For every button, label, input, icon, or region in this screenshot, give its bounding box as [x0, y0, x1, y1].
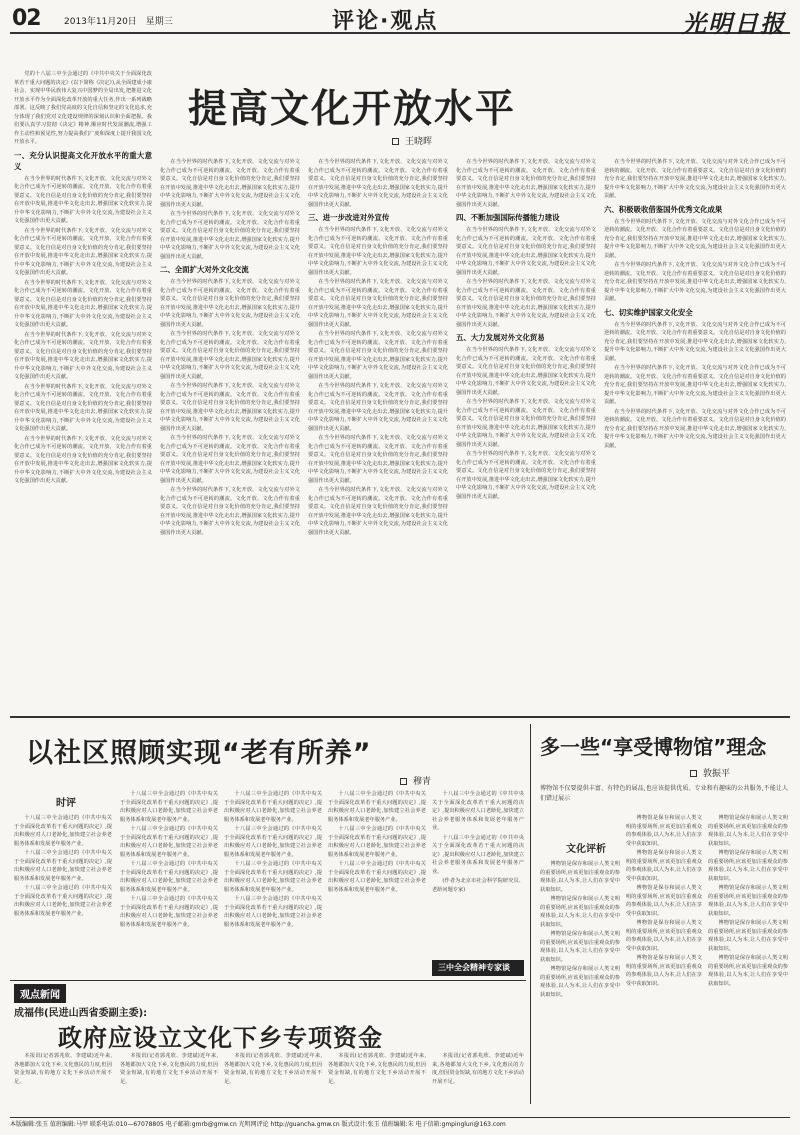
- masthead: [10, 4, 790, 38]
- column-divider: [530, 724, 531, 1104]
- newspaper-logo: 光明日报: [682, 9, 786, 38]
- article3-kicker: 文化评析: [566, 844, 606, 855]
- article2-title: 以社区照顾实现“老有所养”: [26, 738, 372, 769]
- article2-author: 穆青: [400, 774, 431, 787]
- main-article-col5: 在当今世界的时代条件下,文化开放、文化交流与对外文化合作已成为不可逆转的潮流。文化开放、文化合作有着重要意义。文化自信是对自身文化价值的充分肯定,我们要坚持在开放中发展,推进中华文化走出去,增强国家文化软实力,提升中华文化影响力,不断扩大中外文化交流,为建设社会主义文化强国作出更大贡献。 六、积极吸收借鉴国外优秀文化成果 在当今世界的时代条件下,文化开放、文化交流与对外文化合作已成为不可逆转的潮流。文化开放、文化合作有着重要意义。文化自信是对自身文化价值的充分肯定,我们要坚持在开放中发展,推进中华文化走出去,增强国家文化软实力,提升中华文化影响力,不断扩大中外文化交流,为建设社会主义文化强国作出更大贡献。 在当今世界的时代条件下,文化开放、文化交流与对外文化合作已成为不可逆转的潮流。文化开放、文化合作有着重要意义。文化自信是对自身文化价值的充分肯定,我们要坚持在开放中发展,推进中华文化走出去,增强国家文化软实力,提升中华文化影响力,不断扩大中外文化交流,为建设社会主义文化强国作出更大贡献。 七、切实维护国家文化安全 在当今世界的时代条件下,文化开放、文化交流与对外文化合作已成为不可逆转的潮流。文化开放、文化合作有着重要意义。文化自信是对自身文化价值的充分肯定,我们要坚持在开放中发展,推进中华文化走出去,增强国家文化软实力,提升中华文化影响力,不断扩大中外文化交流,为建设社会主义文化强国作出更大贡献。 在当今世界的时代条件下,文化开放、文化交流与对外文化合作已成为不可逆转的潮流。文化开放、文化合作有着重要意义。文化自信是对自身文化价值的充分肯定,我们要坚持在开放中发展,推进中华文化走出去,增强国家文化软实力,提升中华文化影响力,不断扩大中外文化交流,为建设社会主义文化强国作出更大贡献。 在当今世界的时代条件下,文化开放、文化交流与对外文化合作已成为不可逆转的潮流。文化开放、文化合作有着重要意义。文化自信是对自身文化价值的充分肯定,我们要坚持在开放中发展,推进中华文化走出去,增强国家文化软实力,提升中华文化影响力,不断扩大中外文化交流,为建设社会主义文化强国作出更大贡献。: [604, 159, 786, 449]
- article4-col1: 本报讯(记者郭兆欣、李建斌)近年来,各地都加大文化下乡,文化惠民的力度,但因资金短缺,有的地方文化下乡活动开展不足。: [14, 1053, 112, 1085]
- issue-date: 2013年11月20日 星期三: [64, 17, 173, 27]
- main-article-col4: 在当今世界的时代条件下,文化开放、文化交流与对外文化合作已成为不可逆转的潮流。文化开放、文化合作有着重要意义。文化自信是对自身文化价值的充分肯定,我们要坚持在开放中发展,推进中华文化走出去,增强国家文化软实力,提升中华文化影响力,不断扩大中外文化交流,为建设社会主义文化强国作出更大贡献。 四、不断加强国际传播能力建设 在当今世界的时代条件下,文化开放、文化交流与对外文化合作已成为不可逆转的潮流。文化开放、文化合作有着重要意义。文化自信是对自身文化价值的充分肯定,我们要坚持在开放中发展,推进中华文化走出去,增强国家文化软实力,提升中华文化影响力,不断扩大中外文化交流,为建设社会主义文化强国作出更大贡献。 在当今世界的时代条件下,文化开放、文化交流与对外文化合作已成为不可逆转的潮流。文化开放、文化合作有着重要意义。文化自信是对自身文化价值的充分肯定,我们要坚持在开放中发展,推进中华文化走出去,增强国家文化软实力,提升中华文化影响力,不断扩大中外文化交流,为建设社会主义文化强国作出更大贡献。 五、大力发展对外文化贸易 在当今世界的时代条件下,文化开放、文化交流与对外文化合作已成为不可逆转的潮流。文化开放、文化合作有着重要意义。文化自信是对自身文化价值的充分肯定,我们要坚持在开放中发展,推进中华文化走出去,增强国家文化软实力,提升中华文化影响力,不断扩大中外文化交流,为建设社会主义文化强国作出更大贡献。 在当今世界的时代条件下,文化开放、文化交流与对外文化合作已成为不可逆转的潮流。文化开放、文化合作有着重要意义。文化自信是对自身文化价值的充分肯定,我们要坚持在开放中发展,推进中华文化走出去,增强国家文化软实力,提升中华文化影响力,不断扩大中外文化交流,为建设社会主义文化强国作出更大贡献。 在当今世界的时代条件下,文化开放、文化交流与对外文化合作已成为不可逆转的潮流。文化开放、文化合作有着重要意义。文化自信是对自身文化价值的充分肯定,我们要坚持在开放中发展,推进中华文化走出去,增强国家文化软实力,提升中华文化影响力,不断扩大中外文化交流,为建设社会主义文化强国作出更大贡献。: [456, 159, 596, 500]
- page-number: 02: [12, 6, 41, 31]
- main-article-title: 提高文化开放水平: [188, 87, 517, 132]
- article2-col4: 十八届三中全会通过的《中共中央关于全面深化改革若干重大问题的决定》,提出积极应对人口老龄化,加快建立社会养老服务体系和发展老年服务产业。 十八届三中全会通过的《中共中央关于全面深化改革若干重大问题的决定》,提出积极应对人口老龄化,加快建立社会养老服务体系和发展老年服务产业。 十八届三中全会通过的《中共中央关于全面深化改革若干重大问题的决定》,提出积极应对人口老龄化,加快建立社会养老服务体系和发展老年服务产业。: [328, 791, 426, 893]
- section-divider: [10, 716, 790, 718]
- article3-lead: 博物馆不仅要提供丰富、有特色的展品,也应该提供优质、专业和有趣味的公共服务,不能让人们错过展示: [540, 785, 788, 802]
- section-title: 评论·观点: [332, 9, 439, 34]
- article4-title: 政府应设立文化下乡专项资金: [58, 1024, 383, 1052]
- page-footer: 本版编辑:张玉 值班编辑:马甲 联系电话:010—67078805 电子邮箱:gmrb@gmw.cn 光明网评论 http://guancha.gmw.cn 版式设计:张玉 值班编辑:朱 电子信箱:gmpinglun@163.com: [10, 1117, 790, 1131]
- main-article-col3: 在当今世界的时代条件下,文化开放、文化交流与对外文化合作已成为不可逆转的潮流。文化开放、文化合作有着重要意义。文化自信是对自身文化价值的充分肯定,我们要坚持在开放中发展,推进中华文化走出去,增强国家文化软实力,提升中华文化影响力,不断扩大中外文化交流,为建设社会主义文化强国作出更大贡献。 三、进一步改进对外宣传 在当今世界的时代条件下,文化开放、文化交流与对外文化合作已成为不可逆转的潮流。文化开放、文化合作有着重要意义。文化自信是对自身文化价值的充分肯定,我们要坚持在开放中发展,推进中华文化走出去,增强国家文化软实力,提升中华文化影响力,不断扩大中外文化交流,为建设社会主义文化强国作出更大贡献。 在当今世界的时代条件下,文化开放、文化交流与对外文化合作已成为不可逆转的潮流。文化开放、文化合作有着重要意义。文化自信是对自身文化价值的充分肯定,我们要坚持在开放中发展,推进中华文化走出去,增强国家文化软实力,提升中华文化影响力,不断扩大中外文化交流,为建设社会主义文化强国作出更大贡献。 在当今世界的时代条件下,文化开放、文化交流与对外文化合作已成为不可逆转的潮流。文化开放、文化合作有着重要意义。文化自信是对自身文化价值的充分肯定,我们要坚持在开放中发展,推进中华文化走出去,增强国家文化软实力,提升中华文化影响力,不断扩大中外文化交流,为建设社会主义文化强国作出更大贡献。 在当今世界的时代条件下,文化开放、文化交流与对外文化合作已成为不可逆转的潮流。文化开放、文化合作有着重要意义。文化自信是对自身文化价值的充分肯定,我们要坚持在开放中发展,推进中华文化走出去,增强国家文化软实力,提升中华文化影响力,不断扩大中外文化交流,为建设社会主义文化强国作出更大贡献。 在当今世界的时代条件下,文化开放、文化交流与对外文化合作已成为不可逆转的潮流。文化开放、文化合作有着重要意义。文化自信是对自身文化价值的充分肯定,我们要坚持在开放中发展,推进中华文化走出去,增强国家文化软实力,提升中华文化影响力,不断扩大中外文化交流,为建设社会主义文化强国作出更大贡献。 在当今世界的时代条件下,文化开放、文化交流与对外文化合作已成为不可逆转的潮流。文化开放、文化合作有着重要意义。文化自信是对自身文化价值的充分肯定,我们要坚持在开放中发展,推进中华文化走出去,增强国家文化软实力,提升中华文化影响力,不断扩大中外文化交流,为建设社会主义文化强国作出更大贡献。: [308, 159, 448, 536]
- article3-col3: 博物馆是保存和展示人类文明的重要场所,应该更加注重观众的参观体验,以人为本,让人们在享受中获取知识。 博物馆是保存和展示人类文明的重要场所,应该更加注重观众的参观体验,以人为本,让人们在享受中获取知识。 博物馆是保存和展示人类文明的重要场所,应该更加注重观众的参观体验,以人为本,让人们在享受中获取知识。 博物馆是保存和展示人类文明的重要场所,应该更加注重观众的参观体验,以人为本,让人们在享受中获取知识。 博物馆是保存和展示人类文明的重要场所,应该更加注重观众的参观体验,以人为本,让人们在享受中获取知识。: [708, 815, 788, 987]
- article2-kicker: 时评: [56, 798, 76, 809]
- article4-col4: 本报讯(记者郭兆欣、李建斌)近年来,各地都加大文化下乡,文化惠民的力度,但因资金短缺,有的地方文化下乡活动开展不足。: [328, 1053, 426, 1085]
- main-article-col1: 党的十八届三中全会通过的《中共中央关于全面深化改革若干重大问题的决定》(以下简称《决定》),从全面建成小康社会、实现中华民族伟大复兴中国梦的全局出发,把推进文化开放水平作为全面深化改革开放的重大任务,作出一系列战略部署。这反映了我们党高度的文化自信和坚定的文化追求,充分体现了我们党对文化建设规律的深刻认识和全面把握。我们要认真学习贯彻《决定》精神,顺应时代发展潮流,增强工作主动性和预见性,努力提高我们广度和深度上提升我国文化开放水平。 一、充分认识提高文化开放水平的重大意义 在当今世界的时代条件下,文化开放、文化交流与对外文化合作已成为不可逆转的潮流。文化开放、文化合作有着重要意义。文化自信是对自身文化价值的充分肯定,我们要坚持在开放中发展,推进中华文化走出去,增强国家文化软实力,提升中华文化影响力,不断扩大中外文化交流,为建设社会主义文化强国作出更大贡献。 在当今世界的时代条件下,文化开放、文化交流与对外文化合作已成为不可逆转的潮流。文化开放、文化合作有着重要意义。文化自信是对自身文化价值的充分肯定,我们要坚持在开放中发展,推进中华文化走出去,增强国家文化软实力,提升中华文化影响力,不断扩大中外文化交流,为建设社会主义文化强国作出更大贡献。 在当今世界的时代条件下,文化开放、文化交流与对外文化合作已成为不可逆转的潮流。文化开放、文化合作有着重要意义。文化自信是对自身文化价值的充分肯定,我们要坚持在开放中发展,推进中华文化走出去,增强国家文化软实力,提升中华文化影响力,不断扩大中外文化交流,为建设社会主义文化强国作出更大贡献。 在当今世界的时代条件下,文化开放、文化交流与对外文化合作已成为不可逆转的潮流。文化开放、文化合作有着重要意义。文化自信是对自身文化价值的充分肯定,我们要坚持在开放中发展,推进中华文化走出去,增强国家文化软实力,提升中华文化影响力,不断扩大中外文化交流,为建设社会主义文化强国作出更大贡献。 在当今世界的时代条件下,文化开放、文化交流与对外文化合作已成为不可逆转的潮流。文化开放、文化合作有着重要意义。文化自信是对自身文化价值的充分肯定,我们要坚持在开放中发展,推进中华文化走出去,增强国家文化软实力,提升中华文化影响力,不断扩大中外文化交流,为建设社会主义文化强国作出更大贡献。 在当今世界的时代条件下,文化开放、文化交流与对外文化合作已成为不可逆转的潮流。文化开放、文化合作有着重要意义。文化自信是对自身文化价值的充分肯定,我们要坚持在开放中发展,推进中华文化走出去,增强国家文化软实力,提升中华文化影响力,不断扩大中外文化交流,为建设社会主义文化强国作出更大贡献。: [14, 71, 152, 484]
- promo-banner: 三中全会精神专家谈: [432, 960, 524, 976]
- article3-title: 多一些“享受博物馆”理念: [540, 735, 767, 759]
- article4-author-line: 成福伟(民进山西省委副主委):: [14, 1008, 148, 1019]
- main-article-author: 王晓晖: [392, 134, 432, 147]
- section-divider-2: [10, 980, 526, 981]
- article2-col1: 十八届三中全会通过的《中共中央关于全面深化改革若干重大问题的决定》,提出积极应对人口老龄化,加快建立社会养老服务体系和发展老年服务产业。 十八届三中全会通过的《中共中央关于全面深化改革若干重大问题的决定》,提出积极应对人口老龄化,加快建立社会养老服务体系和发展老年服务产业。 十八届三中全会通过的《中共中央关于全面深化改革若干重大问题的决定》,提出积极应对人口老龄化,加快建立社会养老服务体系和发展老年服务产业。: [14, 815, 112, 917]
- article2-col3: 十八届三中全会通过的《中共中央关于全面深化改革若干重大问题的决定》,提出积极应对人口老龄化,加快建立社会养老服务体系和发展老年服务产业。 十八届三中全会通过的《中共中央关于全面深化改革若干重大问题的决定》,提出积极应对人口老龄化,加快建立社会养老服务体系和发展老年服务产业。 十八届三中全会通过的《中共中央关于全面深化改革若干重大问题的决定》,提出积极应对人口老龄化,加快建立社会养老服务体系和发展老年服务产业。 十八届三中全会通过的《中共中央关于全面深化改革若干重大问题的决定》,提出积极应对人口老龄化,加快建立社会养老服务体系和发展老年服务产业。: [224, 791, 322, 928]
- article2-col2: 十八届三中全会通过的《中共中央关于全面深化改革若干重大问题的决定》,提出积极应对人口老龄化,加快建立社会养老服务体系和发展老年服务产业。 十八届三中全会通过的《中共中央关于全面深化改革若干重大问题的决定》,提出积极应对人口老龄化,加快建立社会养老服务体系和发展老年服务产业。 十八届三中全会通过的《中共中央关于全面深化改革若干重大问题的决定》,提出积极应对人口老龄化,加快建立社会养老服务体系和发展老年服务产业。 十八届三中全会通过的《中共中央关于全面深化改革若干重大问题的决定》,提出积极应对人口老龄化,加快建立社会养老服务体系和发展老年服务产业。: [120, 791, 218, 928]
- article3-author: 敦振平: [690, 766, 730, 779]
- article4-col5: 本报讯(记者郭兆欣、李建斌)近年来,各地都加大文化下乡,文化惠民的力度,但因资金短缺,有的地方文化下乡活动开展不足。: [432, 1053, 524, 1085]
- news-kicker: 观点新闻: [14, 984, 66, 1003]
- article3-col2: 博物馆是保存和展示人类文明的重要场所,应该更加注重观众的参观体验,以人为本,让人们在享受中获取知识。 博物馆是保存和展示人类文明的重要场所,应该更加注重观众的参观体验,以人为本,让人们在享受中获取知识。 博物馆是保存和展示人类文明的重要场所,应该更加注重观众的参观体验,以人为本,让人们在享受中获取知识。 博物馆是保存和展示人类文明的重要场所,应该更加注重观众的参观体验,以人为本,让人们在享受中获取知识。 博物馆是保存和展示人类文明的重要场所,应该更加注重观众的参观体验,以人为本,让人们在享受中获取知识。: [626, 815, 702, 987]
- article2-col5: 十八届三中全会通过的《中共中央关于全面深化改革若干重大问题的决定》,提出积极应对人口老龄化,加快建立社会养老服务体系和发展老年服务产业。 十八届三中全会通过的《中共中央关于全面深化改革若干重大问题的决定》,提出积极应对人口老龄化,加快建立社会养老服务体系和发展老年服务产业。 (作者为北京市社会科学院研究员、老龄问题专家): [432, 791, 524, 893]
- article4-col3: 本报讯(记者郭兆欣、李建斌)近年来,各地都加大文化下乡,文化惠民的力度,但因资金短缺,有的地方文化下乡活动开展不足。: [224, 1053, 322, 1085]
- article4-col2: 本报讯(记者郭兆欣、李建斌)近年来,各地都加大文化下乡,文化惠民的力度,但因资金短缺,有的地方文化下乡活动开展不足。: [120, 1053, 218, 1085]
- main-article-col2: 在当今世界的时代条件下,文化开放、文化交流与对外文化合作已成为不可逆转的潮流。文化开放、文化合作有着重要意义。文化自信是对自身文化价值的充分肯定,我们要坚持在开放中发展,推进中华文化走出去,增强国家文化软实力,提升中华文化影响力,不断扩大中外文化交流,为建设社会主义文化强国作出更大贡献。 在当今世界的时代条件下,文化开放、文化交流与对外文化合作已成为不可逆转的潮流。文化开放、文化合作有着重要意义。文化自信是对自身文化价值的充分肯定,我们要坚持在开放中发展,推进中华文化走出去,增强国家文化软实力,提升中华文化影响力,不断扩大中外文化交流,为建设社会主义文化强国作出更大贡献。 二、全面扩大对外文化交流 在当今世界的时代条件下,文化开放、文化交流与对外文化合作已成为不可逆转的潮流。文化开放、文化合作有着重要意义。文化自信是对自身文化价值的充分肯定,我们要坚持在开放中发展,推进中华文化走出去,增强国家文化软实力,提升中华文化影响力,不断扩大中外文化交流,为建设社会主义文化强国作出更大贡献。 在当今世界的时代条件下,文化开放、文化交流与对外文化合作已成为不可逆转的潮流。文化开放、文化合作有着重要意义。文化自信是对自身文化价值的充分肯定,我们要坚持在开放中发展,推进中华文化走出去,增强国家文化软实力,提升中华文化影响力,不断扩大中外文化交流,为建设社会主义文化强国作出更大贡献。 在当今世界的时代条件下,文化开放、文化交流与对外文化合作已成为不可逆转的潮流。文化开放、文化合作有着重要意义。文化自信是对自身文化价值的充分肯定,我们要坚持在开放中发展,推进中华文化走出去,增强国家文化软实力,提升中华文化影响力,不断扩大中外文化交流,为建设社会主义文化强国作出更大贡献。 在当今世界的时代条件下,文化开放、文化交流与对外文化合作已成为不可逆转的潮流。文化开放、文化合作有着重要意义。文化自信是对自身文化价值的充分肯定,我们要坚持在开放中发展,推进中华文化走出去,增强国家文化软实力,提升中华文化影响力,不断扩大中外文化交流,为建设社会主义文化强国作出更大贡献。 在当今世界的时代条件下,文化开放、文化交流与对外文化合作已成为不可逆转的潮流。文化开放、文化合作有着重要意义。文化自信是对自身文化价值的充分肯定,我们要坚持在开放中发展,推进中华文化走出去,增强国家文化软实力,提升中华文化影响力,不断扩大中外文化交流,为建设社会主义文化强国作出更大贡献。: [160, 159, 300, 536]
- article3-col1: 博物馆是保存和展示人类文明的重要场所,应该更加注重观众的参观体验,以人为本,让人们在享受中获取知识。 博物馆是保存和展示人类文明的重要场所,应该更加注重观众的参观体验,以人为本,让人们在享受中获取知识。 博物馆是保存和展示人类文明的重要场所,应该更加注重观众的参观体验,以人为本,让人们在享受中获取知识。 博物馆是保存和展示人类文明的重要场所,应该更加注重观众的参观体验,以人为本,让人们在享受中获取知识。: [540, 861, 620, 998]
